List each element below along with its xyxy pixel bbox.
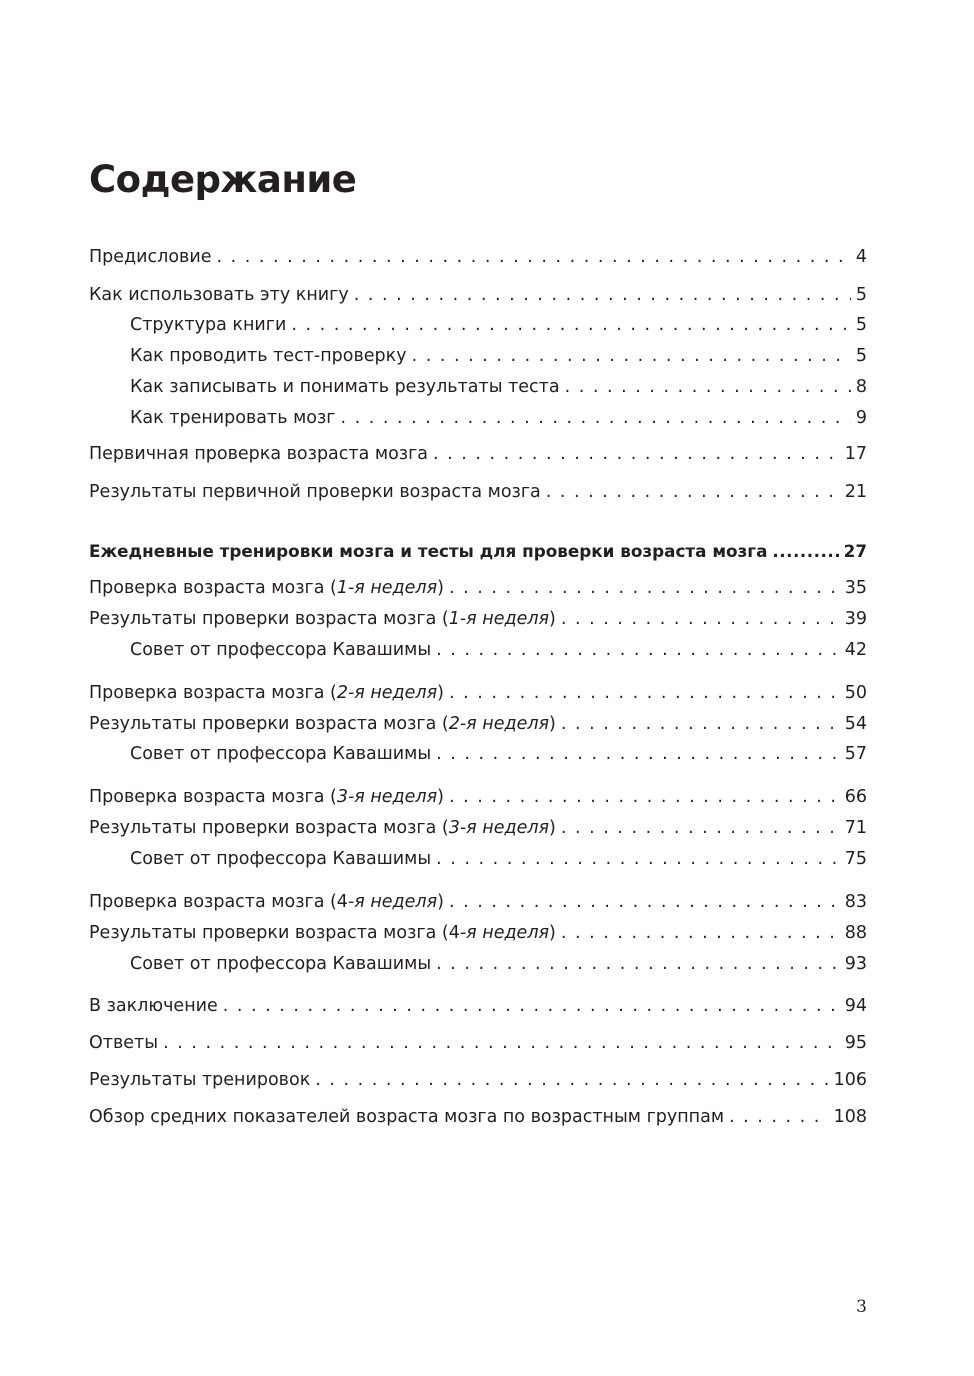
- toc-entry-title: Как тренировать мозг: [130, 408, 336, 428]
- toc-section-heading[interactable]: [89, 538, 867, 564]
- toc-leader-dots: [315, 1067, 828, 1093]
- toc-page-number: 75: [844, 849, 867, 869]
- toc-entry-title: Результаты проверки возраста мозга (2-я неделя): [89, 714, 556, 734]
- toc-leader-dots: [561, 920, 840, 946]
- toc-subentry[interactable]: [130, 405, 867, 431]
- toc-entry-title: Ответы: [89, 1033, 159, 1053]
- toc-entry[interactable]: [89, 680, 867, 706]
- toc-leader-dots: [729, 1104, 829, 1130]
- toc-page-number: 95: [844, 1033, 867, 1053]
- toc-page-number: 54: [844, 714, 867, 734]
- toc-subentry[interactable]: [130, 374, 867, 400]
- toc-entry-title: Результаты тренировок: [89, 1070, 311, 1090]
- toc-entry[interactable]: [89, 920, 867, 946]
- toc-entry-title: Совет от профессора Кавашимы: [130, 744, 432, 764]
- toc-leader-dots: [565, 374, 851, 400]
- toc-page-number: 94: [844, 996, 867, 1016]
- toc-entry[interactable]: [89, 1104, 867, 1130]
- toc-page-number: 27: [843, 541, 867, 561]
- toc-entry[interactable]: [89, 993, 867, 1019]
- toc-leader-dots: [223, 993, 840, 1019]
- toc-page-number: 5: [855, 346, 867, 366]
- toc-page-number: 93: [844, 954, 867, 974]
- toc-leader-dots: [449, 680, 840, 706]
- toc-entry-title: Совет от профессора Кавашимы: [130, 849, 432, 869]
- toc-entry-title: Совет от профессора Кавашимы: [130, 954, 432, 974]
- toc-leader-dots: [436, 846, 840, 872]
- toc-entry-title: Результаты первичной проверки возраста мозга: [89, 482, 541, 502]
- toc-leader-dots: [433, 441, 840, 467]
- toc-page-number: 71: [844, 818, 867, 838]
- toc-leader-dots: [546, 479, 840, 505]
- toc-entry-title: Обзор средних показателей возраста мозга по возрастным группам: [89, 1107, 725, 1127]
- toc-page-number: 39: [844, 609, 867, 629]
- toc-leader-dots: [449, 575, 840, 601]
- toc-page-number: 66: [844, 787, 867, 807]
- toc-subentry[interactable]: [130, 951, 867, 977]
- toc-entry[interactable]: [89, 606, 867, 632]
- toc-subentry[interactable]: [130, 312, 867, 338]
- toc-entry-title: Результаты проверки возраста мозга (3-я неделя): [89, 818, 556, 838]
- toc-leader-dots: [291, 312, 851, 338]
- toc-entry[interactable]: [89, 244, 867, 270]
- toc-page-number: 106: [833, 1070, 867, 1090]
- toc-entry-title: Проверка возраста мозга (2-я неделя): [89, 683, 444, 703]
- toc-page-number: 88: [844, 923, 867, 943]
- toc-entry[interactable]: [89, 1030, 867, 1056]
- toc-leader-dots: [436, 741, 840, 767]
- toc-entry-title: Проверка возраста мозга (3-я неделя): [89, 787, 444, 807]
- toc-subentry[interactable]: [130, 637, 867, 663]
- toc-entry-title: Проверка возраста мозга (1-я неделя): [89, 578, 444, 598]
- toc-page-number: 8: [855, 377, 867, 397]
- toc-entry[interactable]: [89, 282, 867, 308]
- toc-page-number: 35: [844, 578, 867, 598]
- toc-entry-title: Структура книги: [130, 315, 287, 335]
- toc-subentry[interactable]: [130, 846, 867, 872]
- toc-entry[interactable]: [89, 441, 867, 467]
- toc-leader-dots: [163, 1030, 840, 1056]
- toc-page-number: 57: [844, 744, 867, 764]
- toc-leader-dots: [436, 951, 840, 977]
- toc-page-number: 83: [844, 892, 867, 912]
- toc-leader-dots: [412, 343, 851, 369]
- toc-page-number: 5: [855, 315, 867, 335]
- toc-leader-dots: [449, 784, 840, 810]
- toc-page-number: 4: [855, 247, 867, 267]
- toc-entry[interactable]: [89, 1067, 867, 1093]
- toc-entry-title: Первичная проверка возраста мозга: [89, 444, 429, 464]
- page-number: 3: [856, 1297, 867, 1317]
- toc-page-number: 50: [844, 683, 867, 703]
- toc-page-number: 17: [844, 444, 867, 464]
- toc-leader-dots: [449, 889, 840, 915]
- toc-page-number: 108: [833, 1107, 867, 1127]
- toc-leader-dots: [561, 815, 840, 841]
- toc-entry-title: Ежедневные тренировки мозга и тесты для проверки возраста мозга: [89, 541, 768, 561]
- page-title: Содержание: [89, 158, 357, 201]
- toc-entry-title: Как записывать и понимать результаты теста: [130, 377, 560, 397]
- toc-entry-title: В заключение: [89, 996, 218, 1016]
- toc-entry-title: Результаты проверки возраста мозга (4-я неделя): [89, 923, 556, 943]
- toc-leader-dots: [354, 282, 851, 308]
- toc-entry-title: Результаты проверки возраста мозга (1-я неделя): [89, 609, 556, 629]
- toc-entry[interactable]: [89, 784, 867, 810]
- toc-entry-title: Совет от профессора Кавашимы: [130, 640, 432, 660]
- toc-subentry[interactable]: [130, 343, 867, 369]
- toc-leader-dots: [561, 606, 840, 632]
- toc-leader-dots: [772, 538, 838, 564]
- toc-page-number: 21: [844, 482, 867, 502]
- toc-leader-dots: [436, 637, 840, 663]
- toc-page-number: 42: [844, 640, 867, 660]
- toc-page-number: 9: [855, 408, 867, 428]
- toc-entry[interactable]: [89, 815, 867, 841]
- toc-entry-title: Проверка возраста мозга (4-я неделя): [89, 892, 444, 912]
- toc-leader-dots: [341, 405, 851, 431]
- toc-entry[interactable]: [89, 711, 867, 737]
- toc-leader-dots: [216, 244, 850, 270]
- toc-entry[interactable]: [89, 479, 867, 505]
- toc-entry-title: Предисловие: [89, 247, 212, 267]
- toc-entry[interactable]: [89, 889, 867, 915]
- toc-entry-title: Как проводить тест-проверку: [130, 346, 407, 366]
- toc-entry-title: Как использовать эту книгу: [89, 285, 349, 305]
- toc-subentry[interactable]: [130, 741, 867, 767]
- toc-page-number: 5: [855, 285, 867, 305]
- toc-entry[interactable]: [89, 575, 867, 601]
- toc-leader-dots: [561, 711, 840, 737]
